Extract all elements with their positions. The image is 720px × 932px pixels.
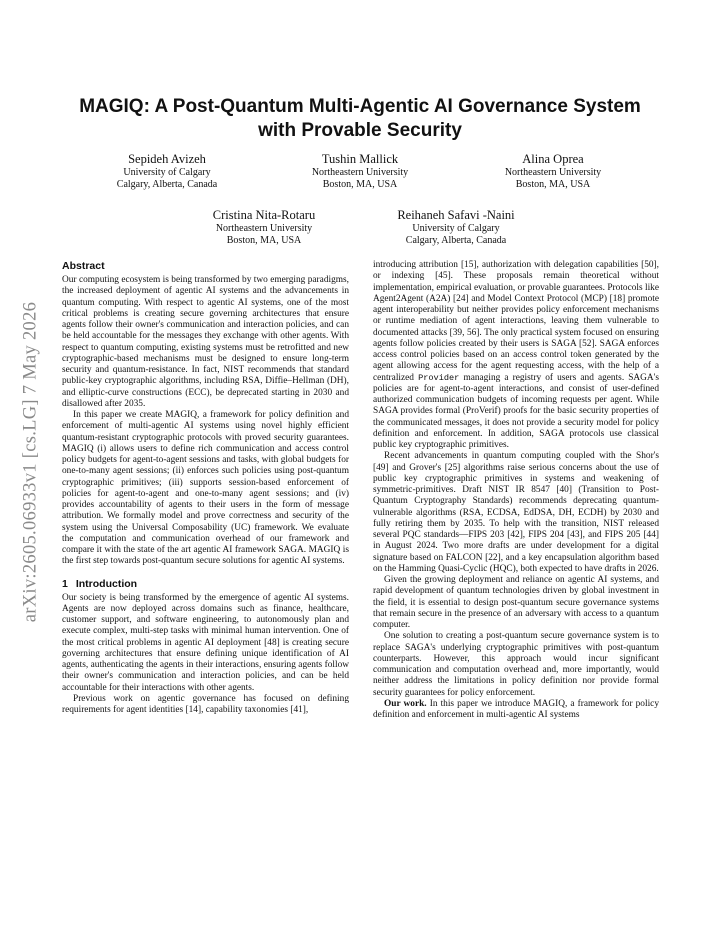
author-affiliation: University of Calgary	[123, 167, 211, 178]
code-term: Provider	[418, 372, 460, 383]
author-name: Reihaneh Safavi -Naini	[397, 208, 515, 222]
author-location: Calgary, Alberta, Canada	[116, 179, 218, 191]
paper-title: MAGIQ: A Post-Quantum Multi-Agentic AI Governance System with Provable Security	[79, 96, 641, 141]
right-column	[373, 260, 659, 721]
body-paragraph: Recent advancements in quantum computing coupled with the Shor's [49] and Grover's [25] algorithms raise serious concerns about the use of public key cryptographic primitives in systems and weakening of symmetric-primitives. Draft NIST IR 8547 [40] (Transition to Post-Quantum Cryptography Standards) recommends deprecating quantum-vulnerable algorithms (RSA, ECDSA, EdDSA, DH, ECDH) by 2030 and fully retiring them by 2035. To help with the transition, NIST released several PQC standards—FIPS 203 [42], FIPS 204 [43], and FIPS 205 [44] in August 2024. Two more drafts are under development for a digital signature based on FALCON [22], and a key encapsulation algorithm based on the Hamming Quasi-Cyclic (HQC), both expected to have drafts in 2026.	[373, 451, 659, 574]
author-location: Boston, MA, USA	[226, 235, 302, 247]
arxiv-identifier: arXiv:2605.06933v1 [cs.LG] 7 May 2026	[20, 301, 41, 623]
author-block	[164, 207, 364, 248]
author-block	[453, 151, 653, 192]
author-name: Sepideh Avizeh	[128, 152, 206, 166]
body-paragraph: Given the growing deployment and reliance on agentic AI systems, and rapid development of quantum technologies driven by global investment in the field, it is essential to design post-quantum secure governance systems that remain secure in the presence of an adversary with access to a quantum computer.	[373, 575, 659, 630]
author-location: Calgary, Alberta, Canada	[405, 235, 507, 247]
introduction-heading	[62, 578, 349, 591]
left-column	[62, 260, 349, 716]
section-title: Introduction	[75, 577, 138, 590]
abstract-paragraph: Our computing ecosystem is being transformed by two emerging paradigms, the increased deployment of agentic AI systems and the advancements in quantum computing. With respect to agentic AI systems, one of the most critical problems is creating secure governing architectures that ensure agents follow their owner's communication and interaction policies, and can be held accountable for the messages they exchange with other agents. With respect to quantum computing, existing systems must be retrofitted and new cryptographic-based mechanisms must be designed to ensure long-term security and quantum-resistance. In fact, NIST recommends that standard public-key cryptographic algorithms, including RSA, Diffie–Hellman (DH), and elliptic-curve constructions (ECC), be deprecated starting in 2030 and disallowed after 2035.	[62, 275, 349, 409]
abstract-heading: Abstract	[62, 260, 105, 272]
section-number: 1	[62, 577, 68, 590]
author-location: Boston, MA, USA	[322, 179, 398, 191]
body-paragraph: Previous work on agentic governance has focused on defining requirements for agent identities [14], capability taxonomies [41],	[62, 693, 349, 715]
author-name: Alina Oprea	[522, 152, 584, 166]
run-in-heading: Our work.	[384, 698, 427, 709]
author-affiliation: Northeastern University	[311, 167, 409, 178]
body-paragraph: One solution to creating a post-quantum secure governance system is to replace SAGA's underlying cryptographic primitives with post-quantum counterparts. However, this approach would incur significant communication and computation overhead and, more importantly, would neither address the limitations in policy definition nor provide formal security guarantees for policy enforcement.	[373, 631, 659, 698]
author-location: Boston, MA, USA	[515, 179, 591, 191]
author-affiliation: University of Calgary	[412, 223, 500, 234]
body-paragraph: Our society is being transformed by the emergence of agentic AI systems. Agents are now deployed across domains such as finance, healthcare, customer support, and software engineering, to autonomously plan and execute complex, multi-step tasks with minimal human intervention. One of the most critical problems in agentic AI deployment [48] is creating secure governing architectures that ensure defining unique identification of AI agents, authenticating the agents in their interactions, ensuring agents follow their owner's communication and interaction policies, and can be held accountable for their interactions with other agents.	[62, 592, 349, 693]
body-paragraph	[373, 699, 659, 722]
author-name: Cristina Nita-Rotaru	[212, 208, 316, 222]
body-text: managing a registry of users and agents. SAGA's policies are for agent-to-agent interactions, and consist of user-defined authorized communication budgets of incoming requests per agent. While SAGA provides formal (ProVerif) proofs for the basic security properties of the communicated messages, it does not provide a security model for policy definition and enforcement. In addition, SAGA protocols use classical public key cryptographic primitives.	[373, 372, 659, 450]
author-affiliation: Northeastern University	[215, 223, 313, 234]
author-name: Tushin Mallick	[321, 152, 399, 166]
author-block	[67, 151, 267, 192]
body-paragraph	[373, 260, 659, 451]
abstract-paragraph: In this paper we create MAGIQ, a framework for policy definition and enforcement of multi-agentic AI systems using novel highly efficient quantum-resistant cryptographic protocols with proved security guarantees. MAGIQ (i) allows users to define rich communication and access control policy budgets for agent-to-agent sessions and tasks, with global budgets for one-to-many agent sessions; (ii) enforces such policies using post-quantum cryptographic primitives; (iii) supports session-based enforcement of policies for agent-to-agent and one-to-many agent sessions; and (iv) provides accountability of agents to their users in the form of message attribution. We formally model and prove correctness and security of the system using the Universal Composability (UC) framework. We evaluate the computation and communication overhead of our framework and compare it with the state of the art agentic AI framework SAGA. MAGIQ is the first step towards post-quantum secure solutions for agentic AI systems.	[62, 410, 349, 567]
author-block	[260, 151, 460, 192]
body-text: introducing attribution [15], authorization with delegation capabilities [50], or indexing [45]. These proposals remain theoretical without implementation, empirical evaluation, or provable guarantees. Protocols like Agent2Agent (A2A) [24] and Model Context Protocol (MCP) [18] promote agent interoperability but neither provides policy enforcement mechanisms or runtime mediation of agent interactions, leaving them vulnerable to documented attacks [39, 56]. The only practical system focused on ensuring agents follow policies created by their users is SAGA [52]. SAGA enforces access control policies based on an access control token generated by the agent allowing access for the agent requesting access, with the help of a centralized	[373, 260, 659, 383]
body-text: In this paper we introduce MAGIQ, a framework for policy definition and enforcement in multi-agentic AI systems	[373, 698, 659, 720]
author-block	[356, 207, 556, 248]
author-affiliation: Northeastern University	[504, 167, 602, 178]
